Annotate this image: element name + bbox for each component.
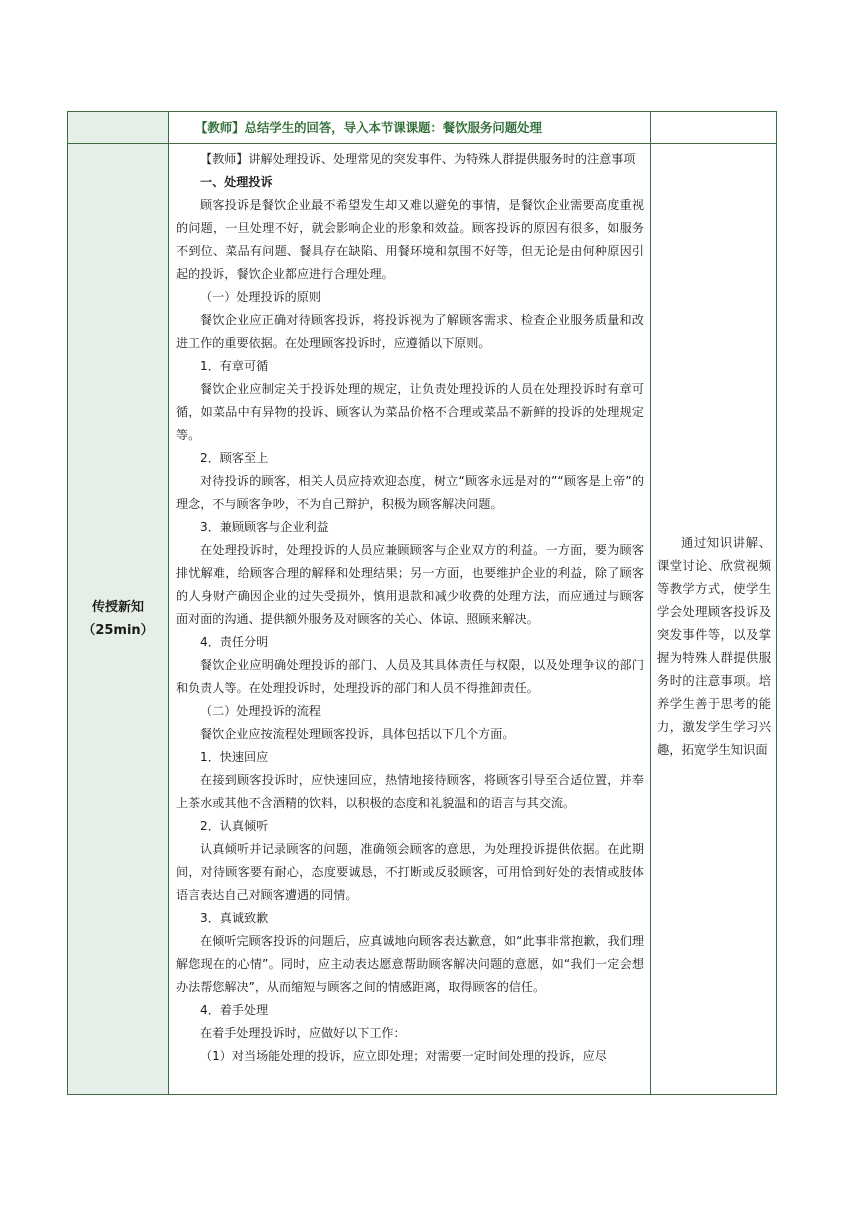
- section-title: 传授新知: [91, 600, 144, 615]
- list-heading: 2．认真倾听: [200, 819, 269, 833]
- subheading: （二）处理投诉的流程: [200, 704, 321, 718]
- paragraph: 餐饮企业应正确对待顾客投诉，将投诉视为了解顾客需求、检查企业服务质量和改进工作的重要依据。在处理顾客投诉时，应遵循以下原则。: [176, 313, 644, 350]
- heading-complaints: 一、处理投诉: [200, 175, 273, 189]
- list-heading: 1．快速回应: [200, 750, 269, 764]
- objectives-cell: [651, 144, 777, 1095]
- paragraph: 认真倾听并记录顾客的问题，准确领会顾客的意思，为处理投诉提供依据。在此期间，对待顾客要有耐心，态度要诚恳，不打断或反驳顾客，可用恰到好处的表情或肢体语言表达自己对顾客遭遇的同情。: [176, 842, 644, 902]
- header-row: [68, 112, 777, 144]
- subheading: （一）处理投诉的原则: [200, 290, 321, 304]
- header-left-cell: [68, 112, 169, 144]
- section-duration: （25min）: [82, 623, 154, 638]
- section-label-cell: [68, 144, 169, 1095]
- paragraph: 在着手处理投诉时，应做好以下工作：: [200, 1026, 406, 1040]
- list-heading: 3．真诚致歉: [200, 911, 269, 925]
- content-body: [169, 144, 650, 1068]
- list-heading: 4．着手处理: [200, 1003, 269, 1017]
- paragraph: 餐饮企业应制定关于投诉处理的规定，让负责处理投诉的人员在处理投诉时有章可循，如菜品中有异物的投诉、顾客认为菜品价格不合理或菜品不新鲜的投诉的处理规定等。: [176, 382, 644, 442]
- content-cell: [169, 144, 651, 1095]
- paragraph: 餐饮企业应明确处理投诉的部门、人员及其具体责任与权限，以及处理争议的部门和负责人等。在处理投诉时，处理投诉的部门和人员不得推卸责任。: [176, 658, 644, 695]
- header-summary-cell: 【教师】总结学生的回答，导入本节课课题：餐饮服务问题处理: [169, 112, 651, 144]
- paragraph: 顾客投诉是餐饮企业最不希望发生却又难以避免的事情，是餐饮企业需要高度重视的问题，一旦处理不好，就会影响企业的形象和效益。顾客投诉的原因有很多，如服务不到位、菜品有问题、餐具存在缺陷、用餐环境和氛围不好等，但无论是由何种原因引起的投诉，餐饮企业都应进行合理处理。: [176, 198, 644, 281]
- list-heading: 1．有章可循: [200, 359, 269, 373]
- header-right-cell: [651, 112, 777, 144]
- lesson-plan-table: [67, 111, 777, 1095]
- paragraph: 在倾听完顾客投诉的问题后，应真诚地向顾客表达歉意，如“此事非常抱歉，我们理解您现在的心情”。同时，应主动表达愿意帮助顾客解决问题的意愿，如“我们一定会想办法帮您解决”，从而缩短与顾客之间的情感距离，取得顾客的信任。: [176, 934, 644, 994]
- paragraph: 在接到顾客投诉时，应快速回应，热情地接待顾客，将顾客引导至合适位置，并奉上茶水或其他不含酒精的饮料，以积极的态度和礼貌温和的语言与其交流。: [176, 773, 644, 810]
- content-row: [68, 144, 777, 1095]
- objectives-text: 通过知识讲解、课堂讨论、欣赏视频等教学方式，使学生学会处理顾客投诉及突发事件等，以及掌握为特殊人群提供服务时的注意事项。培养学生善于思考的能力，激发学生学习兴趣，拓宽学生知识面: [657, 536, 771, 757]
- paragraph: 餐饮企业应按流程处理顾客投诉，具体包括以下几个方面。: [200, 727, 515, 741]
- paragraph: 【教师】讲解处理投诉、处理常见的突发事件、为特殊人群提供服务时的注意事项: [200, 152, 636, 166]
- paragraph: 在处理投诉时，处理投诉的人员应兼顾顾客与企业双方的利益。一方面，要为顾客排忧解难，给顾客合理的解释和处理结果；另一方面，也要维护企业的利益，除了顾客的人身财产确因企业的过失受损外，慎用退款和减少收费的处理方法，而应通过与顾客面对面的沟通、提供额外服务及对顾客的关心、体谅、照顾来解决。: [176, 543, 644, 626]
- paragraph: 对待投诉的顾客，相关人员应持欢迎态度，树立“顾客永远是对的”“顾客是上帝”的理念，不与顾客争吵，不为自己辩护，积极为顾客解决问题。: [176, 474, 644, 511]
- paragraph: （1）对当场能处理的投诉，应立即处理；对需要一定时间处理的投诉，应尽: [200, 1049, 607, 1063]
- list-heading: 4．责任分明: [200, 635, 269, 649]
- list-heading: 3．兼顾顾客与企业利益: [200, 520, 329, 534]
- list-heading: 2．顾客至上: [200, 451, 269, 465]
